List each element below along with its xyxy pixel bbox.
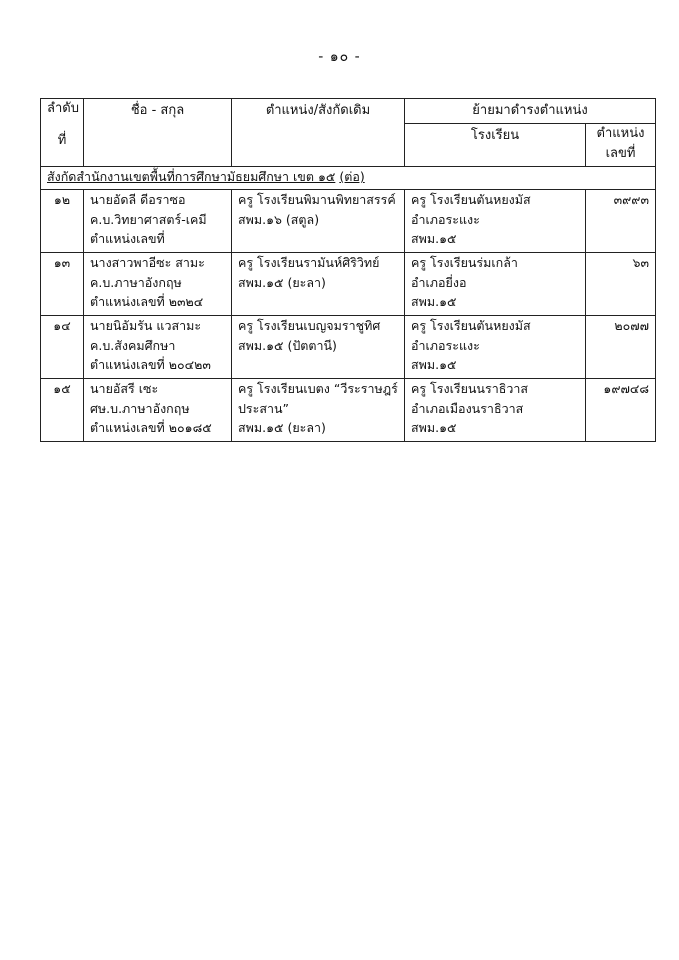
header-position-no: ตำแหน่ง เลขที่ xyxy=(586,124,656,167)
name-cell xyxy=(84,253,232,316)
school-line: สพม.๑๕ xyxy=(411,231,457,246)
original-position-cell xyxy=(232,379,405,442)
table-row xyxy=(41,316,656,379)
name-line: นายนิอัมรัน แวสามะ xyxy=(90,318,202,333)
school-line: อำเภอระแงะ xyxy=(411,211,480,227)
name-line: ตำแหน่งเลขที่ ๒๓๒๔ xyxy=(90,294,204,309)
row-number: ๑๕ xyxy=(41,379,84,442)
page-number: - ๑๐ - xyxy=(318,49,361,65)
name-cell xyxy=(84,190,232,253)
original-line: สพม.๑๕ (ยะลา) xyxy=(238,420,326,435)
original-position-cell xyxy=(232,253,405,316)
school-line: สพม.๑๕ xyxy=(411,357,457,372)
school-cell xyxy=(405,379,586,442)
name-cell xyxy=(84,379,232,442)
row-number: ๑๒ xyxy=(41,190,84,253)
school-line: ครู โรงเรียนตันหยงมัส xyxy=(411,318,531,333)
name-line: ศษ.บ.ภาษาอังกฤษ xyxy=(90,400,190,416)
table-row xyxy=(41,190,656,253)
position-number-cell: ๒๐๗๗ xyxy=(586,316,656,379)
school-line: อำเภอเมืองนราธิวาส xyxy=(411,400,524,416)
original-line: สพม.๑๕ (ยะลา) xyxy=(238,274,326,290)
table-row xyxy=(41,253,656,316)
name-line: ตำแหน่งเลขที่ xyxy=(90,231,165,246)
school-cell xyxy=(405,190,586,253)
name-line: ค.บ.ภาษาอังกฤษ xyxy=(90,274,182,290)
original-line: ประสาน” xyxy=(238,400,290,416)
table-row xyxy=(41,379,656,442)
name-line: นายอัดลี ดีอราซอ xyxy=(90,192,186,207)
name-line: นายอัสรี เซะ xyxy=(90,381,159,396)
section-title: สังกัดสำนักงานเขตพื้นที่การศึกษามัธยมศึกษา เขต ๑๕ (ต่อ) xyxy=(41,167,656,190)
school-line: อำเภอระแงะ xyxy=(411,337,480,353)
name-line: ค.บ.สังคมศึกษา xyxy=(90,337,176,353)
school-line: สพม.๑๕ xyxy=(411,420,457,435)
name-line: นางสาวพาอีซะ สามะ xyxy=(90,255,205,270)
transfer-table xyxy=(40,98,656,442)
header-original-position: ตำแหน่ง/สังกัดเดิม xyxy=(232,99,405,167)
school-line: ครู โรงเรียนตันหยงมัส xyxy=(411,192,531,207)
school-line: สพม.๑๕ xyxy=(411,294,457,309)
position-number-cell: ๑๙๗๔๘ xyxy=(586,379,656,442)
header-school: โรงเรียน xyxy=(405,124,586,167)
school-line: อำเภอยี่งอ xyxy=(411,274,467,290)
header-move-group: ย้ายมาดำรงตำแหน่ง xyxy=(405,99,656,124)
row-number: ๑๔ xyxy=(41,316,84,379)
name-cell xyxy=(84,316,232,379)
original-position-cell xyxy=(232,190,405,253)
school-cell xyxy=(405,253,586,316)
school-cell xyxy=(405,316,586,379)
position-number-cell: ๓๙๙๓ xyxy=(586,190,656,253)
name-line: ตำแหน่งเลขที่ ๒๐๔๒๓ xyxy=(90,357,211,372)
row-number: ๑๓ xyxy=(41,253,84,316)
original-line: สพม.๑๕ (ปัตตานี) xyxy=(238,337,337,353)
original-line: สพม.๑๖ (สตูล) xyxy=(238,211,320,227)
header-name: ชื่อ - สกุล xyxy=(84,99,232,167)
header-order: ลำดับ ที่ xyxy=(41,99,84,167)
school-line: ครู โรงเรียนนราธิวาส xyxy=(411,381,529,396)
original-line: ครู โรงเรียนเบญจมราชูทิศ xyxy=(238,318,381,333)
position-number-cell: ๖๓ xyxy=(586,253,656,316)
original-position-cell xyxy=(232,316,405,379)
original-line: ครู โรงเรียนรามันห์ศิริวิทย์ xyxy=(238,255,380,270)
name-line: ตำแหน่งเลขที่ ๒๐๑๘๕ xyxy=(90,420,212,435)
original-line: ครู โรงเรียนพิมานพิทยาสรรค์ xyxy=(238,192,396,207)
name-line: ค.บ.วิทยาศาสตร์-เคมี xyxy=(90,211,207,227)
school-line: ครู โรงเรียนร่มเกล้า xyxy=(411,255,518,270)
original-line: ครู โรงเรียนเบตง “วีระราษฎร์ xyxy=(238,381,398,396)
